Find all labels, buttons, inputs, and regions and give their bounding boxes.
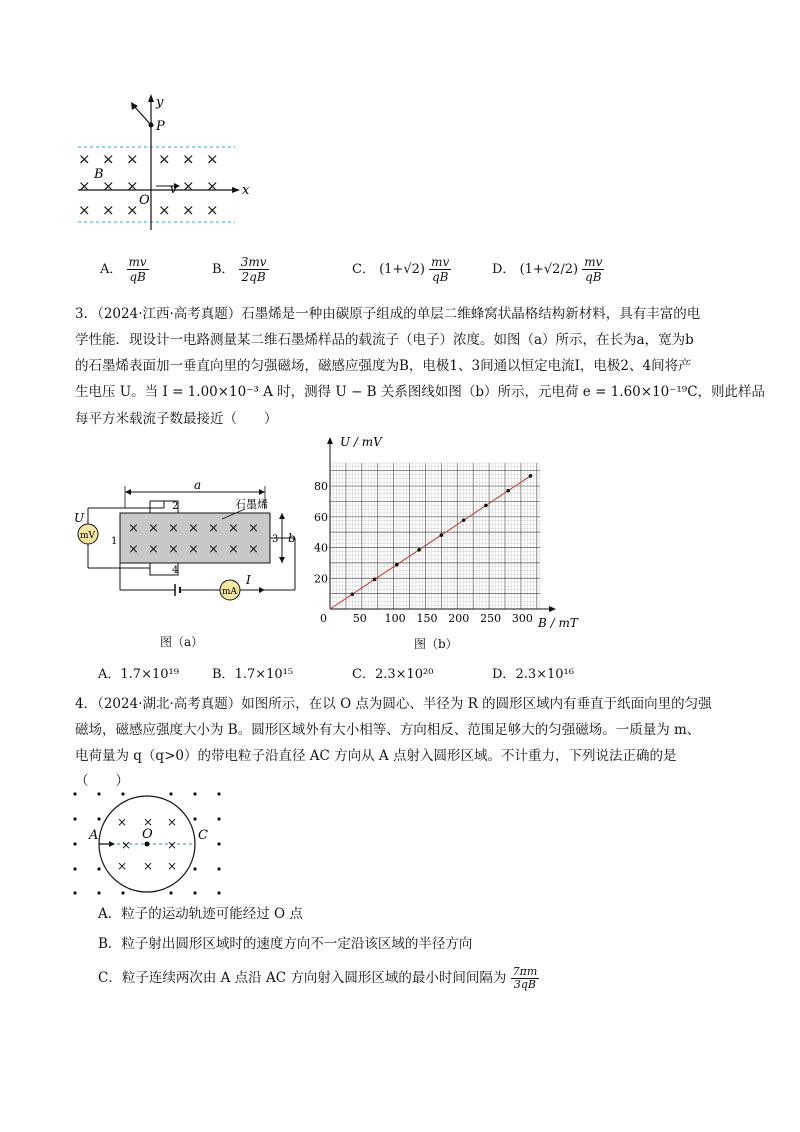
chart-x-arrow [549, 606, 556, 612]
chart-y-tick-label: 40 [314, 541, 328, 555]
q2-figure [60, 90, 260, 240]
q4-field-dot [73, 867, 76, 870]
q4-field-dot [217, 842, 220, 845]
chart-point [417, 548, 421, 552]
svg-text:×: × [168, 521, 179, 536]
svg-text:×: × [78, 177, 91, 195]
chart-x-tick-label: 50 [352, 612, 367, 625]
chart-point [373, 578, 377, 582]
chart-y-tick-label: 60 [314, 510, 328, 524]
q3a-caption: 图（a） [160, 635, 204, 649]
q4-field-dot [169, 891, 172, 894]
chart-xlabel: B / mT [538, 616, 578, 630]
q4-field-dot [193, 792, 196, 795]
q3a-e3: 3 [272, 534, 279, 545]
q4-field-dot [217, 891, 220, 894]
chart-x-tick-label: 150 [416, 612, 438, 625]
q3a-label-U: U [74, 511, 85, 525]
svg-text:×: × [182, 177, 195, 195]
q2-field-crosses [78, 150, 219, 219]
chart-x-tick-label: 0 [320, 612, 327, 625]
svg-text:×: × [167, 815, 178, 829]
svg-text:×: × [188, 521, 199, 536]
svg-text:×: × [206, 150, 219, 168]
svg-text:×: × [206, 201, 219, 219]
chart-x-tick-label: 100 [384, 612, 406, 625]
svg-text:×: × [143, 815, 154, 829]
q3-option-a[interactable]: A．1.7×10¹⁹ [98, 667, 179, 682]
q2-option-b[interactable]: B． $\frac{3mv}{2qB}$ [212, 255, 267, 284]
q4-line-4: （ ） [75, 773, 129, 789]
svg-text:×: × [126, 177, 139, 195]
svg-text:×: × [78, 150, 91, 168]
svg-text:×: × [148, 521, 159, 536]
q4-field-dot [193, 867, 196, 870]
q2-option-a[interactable]: A． $\frac{mv}{qB}$ [100, 255, 147, 284]
q4-field-dot [217, 817, 220, 820]
q3a-label-b: b [288, 531, 296, 545]
q4-label-C: C [198, 828, 208, 843]
q4-figure [65, 788, 235, 898]
q4-field-dot [97, 891, 100, 894]
svg-text:×: × [158, 150, 171, 168]
q3b-caption: 图（b） [414, 637, 458, 651]
q4-option-a[interactable]: A．粒子的运动轨迹可能经过 O 点 [98, 906, 303, 922]
q4-label-A: A [89, 828, 99, 843]
svg-text:×: × [158, 201, 171, 219]
svg-text:×: × [182, 201, 195, 219]
q4-field-dot [193, 891, 196, 894]
q3a-e4: 4 [172, 565, 179, 576]
svg-text:×: × [117, 859, 128, 873]
q3a-e2: 2 [172, 501, 179, 512]
chart-point [462, 518, 466, 522]
svg-text:×: × [117, 815, 128, 829]
svg-text:×: × [167, 859, 178, 873]
svg-text:×: × [121, 838, 132, 852]
q2-label-B: B [94, 167, 104, 182]
svg-text:×: × [228, 542, 239, 557]
chart-ylabel: U / mV [340, 435, 382, 449]
q3-option-c[interactable]: C．2.3×10²⁰ [352, 667, 434, 682]
q4-field-dot [121, 891, 124, 894]
svg-text:×: × [102, 150, 115, 168]
q4-field-dot [193, 817, 196, 820]
q3a-meter-mA: mA [222, 587, 238, 597]
q4-field-dot [97, 817, 100, 820]
svg-text:×: × [78, 201, 91, 219]
q4-line-2: 磁场，磁感应强度大小为 B。圆形区域外有大小相等、方向相反、范围足够大的匀强磁场。一质量为 m、 [75, 722, 701, 738]
q4-field-dot [73, 891, 76, 894]
q4-line-3: 电荷量为 q（q>0）的带电粒子沿直径 AC 方向从 A 点射入圆形区域。不计重力，下列说法正确的是 [75, 748, 677, 764]
svg-text:×: × [208, 542, 219, 557]
chart-y-tick-label: 80 [314, 480, 328, 494]
svg-text:×: × [102, 201, 115, 219]
q3a-label-a: a [194, 478, 202, 492]
svg-text:×: × [126, 150, 139, 168]
q3a-meter-mV: mV [80, 531, 96, 541]
chart-x-tick-label: 200 [448, 612, 470, 625]
chart-point [529, 474, 533, 478]
svg-text:×: × [248, 521, 259, 536]
q2-label-v: v [170, 182, 177, 196]
q3-line-5: 每平方米载流子数最接近（ ） [75, 411, 278, 427]
q4-field-dot [217, 867, 220, 870]
q4-option-c[interactable]: C．粒子连续两次由 A 点沿 AC 方向射入圆形区域的最小时间间隔为 $\frac{7\pi m}{3qB}$ [98, 965, 538, 991]
chart-x-tick-label: 300 [511, 612, 533, 625]
q3-line-1: 3．（2024·江西·高考真题）石墨烯是一种由碳原子组成的单层二维蜂窝状晶格结构新材料，具有丰富的电 [75, 306, 701, 322]
svg-text:×: × [167, 838, 178, 852]
svg-text:×: × [126, 201, 139, 219]
q2-option-d[interactable]: D． (1+√2/2) $\frac{mv}{qB}$ [492, 255, 603, 284]
chart-point [440, 533, 444, 537]
chart-y-tick-label: 20 [314, 572, 328, 586]
q3-line-3: 的石墨烯表面加一垂直向里的匀强磁场，磁感应强度为B，电极1、3间通以恒定电流I，电极2、4间将产 [75, 358, 692, 374]
q4-field-dot [73, 817, 76, 820]
q2-label-P: P [156, 119, 165, 134]
chart-x-tick-label: 250 [480, 612, 502, 625]
q3-chart [300, 425, 590, 635]
q4-option-b[interactable]: B．粒子射出圆形区域时的速度方向不一定沿该区域的半径方向 [98, 936, 473, 952]
svg-text:×: × [102, 177, 115, 195]
svg-text:×: × [208, 521, 219, 536]
chart-series-line [330, 476, 530, 609]
q2-label-x: x [242, 183, 250, 198]
chart-point [395, 563, 399, 567]
q3a-label-material: 石墨烯 [235, 498, 268, 511]
svg-text:×: × [206, 177, 219, 195]
q4-field-dot [121, 792, 124, 795]
chart-point [484, 504, 488, 508]
svg-text:×: × [182, 150, 195, 168]
q4-field-dot [73, 792, 76, 795]
svg-text:×: × [248, 542, 259, 557]
q3-option-d[interactable]: D．2.3×10¹⁶ [492, 667, 574, 682]
q4-field-dot [97, 867, 100, 870]
q3a-label-I: I [246, 573, 251, 587]
q4-field-dot [169, 792, 172, 795]
q2-label-O: O [139, 193, 150, 208]
svg-text:×: × [143, 859, 154, 873]
q3-figure-a [70, 478, 310, 608]
q4-field-dot [217, 792, 220, 795]
q2-label-y: y [156, 95, 164, 110]
q4-field-dot [97, 792, 100, 795]
svg-text:×: × [128, 521, 139, 536]
q3a-e1: 1 [111, 536, 118, 547]
q3-option-b[interactable]: B．1.7×10¹⁵ [212, 667, 294, 682]
chart-point [506, 489, 510, 493]
q4-label-O: O [142, 827, 153, 842]
svg-text:×: × [188, 542, 199, 557]
chart-point [350, 592, 354, 596]
svg-text:×: × [148, 542, 159, 557]
q3-line-2: 学性能．现设计一电路测量某二维石墨烯样品的载流子（电子）浓度。如图（a）所示，在长为a，宽为b [75, 332, 694, 348]
q4-field-dot [73, 842, 76, 845]
svg-text:×: × [168, 542, 179, 557]
svg-text:×: × [228, 521, 239, 536]
q2-option-c[interactable]: C． (1+√2) $\frac{mv}{qB}$ [352, 255, 450, 284]
q4-line-1: 4．（2024·湖北·高考真题）如图所示，在以 O 点为圆心、半径为 R 的圆形区域内有垂直于纸面向里的匀强 [75, 696, 712, 712]
chart-y-arrow [327, 437, 333, 444]
svg-text:×: × [128, 542, 139, 557]
q3-line-4: 生电压 U。当 I = 1.00×10⁻³ A 时，测得 U − B 关系图线如图（b）所示，元电荷 e = 1.60×10⁻¹⁹C，则此样品 [75, 384, 766, 400]
